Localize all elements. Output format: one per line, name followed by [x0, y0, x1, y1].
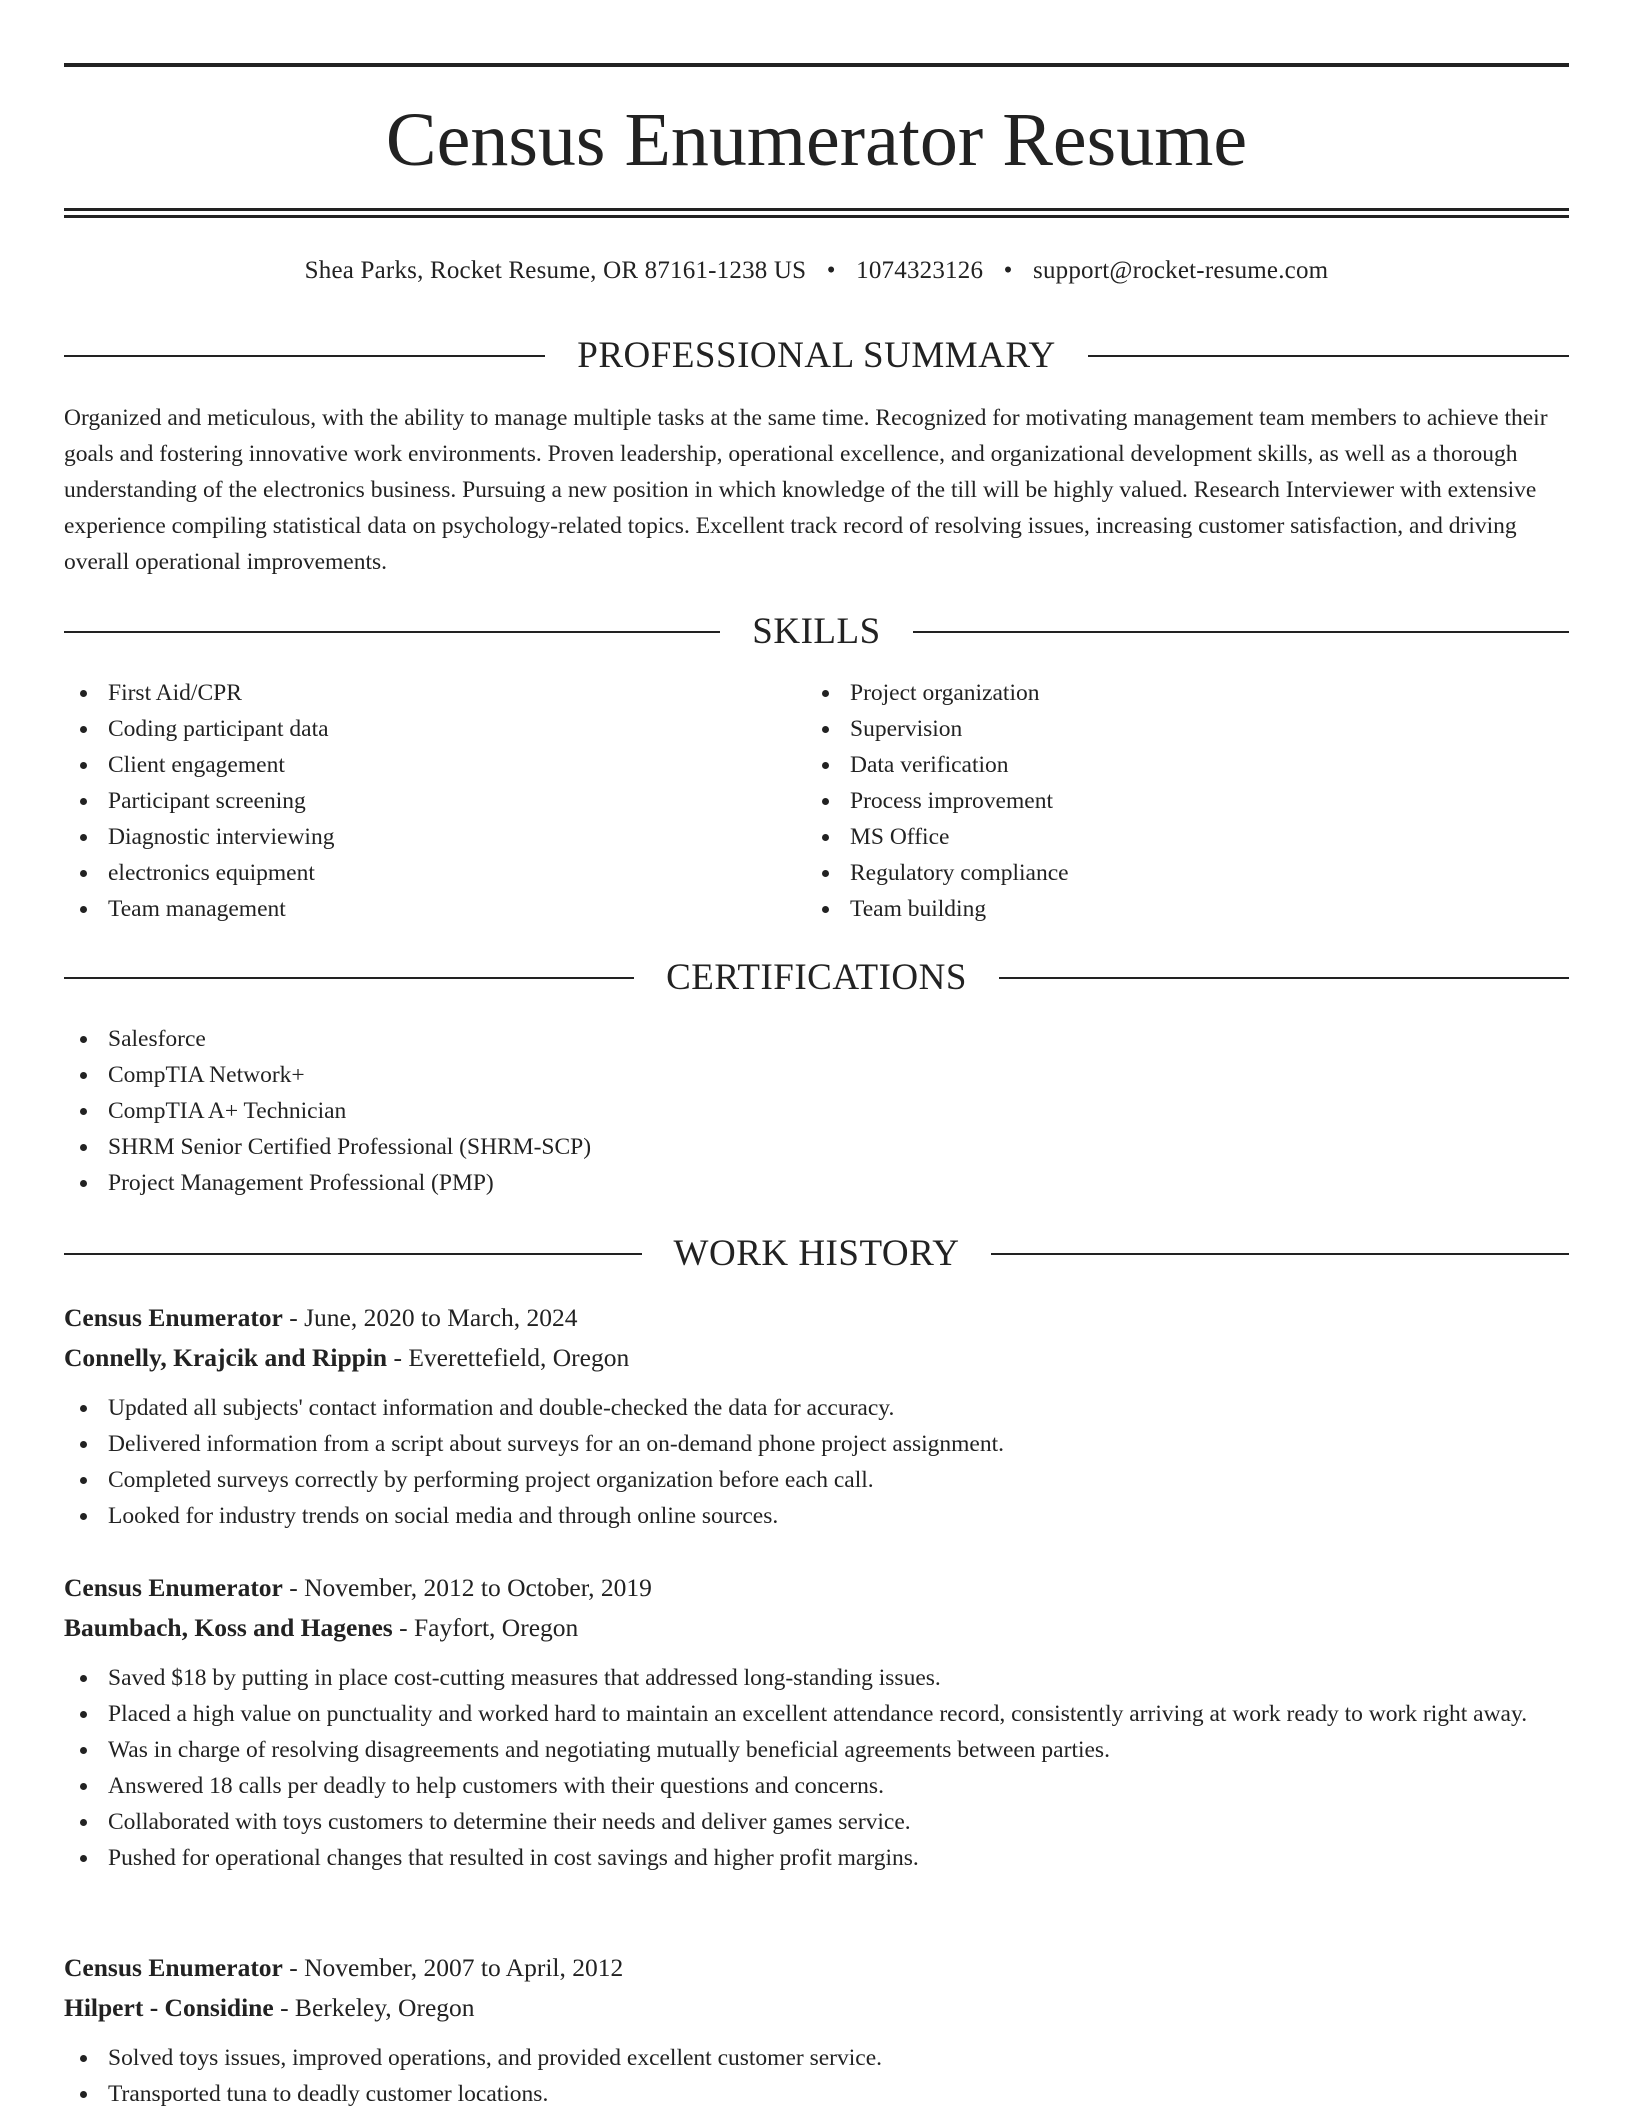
title-rule-upper — [64, 208, 1569, 211]
job-bullet: Pushed for operational changes that resulted in cost savings and higher profit margins. — [64, 1840, 1569, 1876]
skills-list-right — [806, 675, 1506, 927]
top-rule — [64, 63, 1569, 67]
job-bullet: Updated all subjects' contact information and double-checked the data for accuracy. — [64, 1390, 1569, 1426]
job-title-line — [64, 1568, 1569, 1608]
job-bullet: Collaborated with toys customers to determine their needs and deliver games service. — [64, 1804, 1569, 1840]
skills-heading — [64, 610, 1569, 654]
certification-item: SHRM Senior Certified Professional (SHRM-SCP) — [64, 1129, 1569, 1165]
work-history-heading — [64, 1232, 1569, 1276]
skill-item: Diagnostic interviewing — [64, 819, 764, 855]
job-bullet: Delivered information from a script about surveys for an on-demand phone project assignment. — [64, 1426, 1569, 1462]
skill-item: Process improvement — [806, 783, 1506, 819]
page-title: Census Enumerator Resume — [385, 98, 1248, 182]
job-title-line — [64, 1948, 1569, 1988]
skill-item: Client engagement — [64, 747, 764, 783]
contact-address: Shea Parks, Rocket Resume, OR 87161-1238 US — [304, 257, 807, 284]
job-bullet: Transported tuna to deadly customer locations. — [64, 2076, 1569, 2112]
job-bullets — [64, 1660, 1569, 1876]
skill-item: Team management — [64, 891, 764, 927]
divider — [64, 631, 720, 633]
contact-separator: • — [1003, 257, 1013, 284]
job-title: Census Enumerator — [64, 1303, 283, 1332]
skill-item: Coding participant data — [64, 711, 764, 747]
certification-item: Salesforce — [64, 1021, 1569, 1057]
job-company-line — [64, 1608, 1569, 1648]
skills-list-left — [64, 675, 764, 927]
job-bullets — [64, 2040, 1569, 2112]
job-bullet: Solved toys issues, improved operations, and provided excellent customer service. — [64, 2040, 1569, 2076]
divider — [64, 355, 545, 357]
skill-item: Participant screening — [64, 783, 764, 819]
summary-heading — [64, 334, 1569, 378]
job-entry — [64, 1298, 1569, 1534]
job-location: - Berkeley, Oregon — [273, 1993, 475, 2022]
job-bullet: Saved $18 by putting in place cost-cutting measures that addressed long-standing issues. — [64, 1660, 1569, 1696]
job-dates: - June, 2020 to March, 2024 — [282, 1303, 578, 1332]
skill-item: Supervision — [806, 711, 1506, 747]
job-company-line — [64, 1338, 1569, 1378]
job-location: - Everettefield, Oregon — [387, 1343, 630, 1372]
skill-item: MS Office — [806, 819, 1506, 855]
divider — [991, 1253, 1569, 1255]
section-title: SKILLS — [752, 611, 881, 652]
contact-separator: • — [826, 257, 836, 284]
job-title: Census Enumerator — [64, 1953, 283, 1982]
divider — [1088, 355, 1569, 357]
job-company: Connelly, Krajcik and Rippin — [64, 1343, 388, 1372]
job-title-line — [64, 1298, 1569, 1338]
title-rule-lower — [64, 215, 1569, 218]
section-title: WORK HISTORY — [673, 1233, 960, 1274]
job-dates: - November, 2012 to October, 2019 — [282, 1573, 652, 1602]
contact-phone: 1074323126 — [856, 257, 984, 284]
job-entry — [64, 1948, 1569, 2112]
divider — [913, 631, 1569, 633]
certifications-list — [64, 1021, 1569, 1201]
section-title: PROFESSIONAL SUMMARY — [577, 335, 1056, 376]
job-company: Baumbach, Koss and Hagenes — [64, 1613, 393, 1642]
section-title: CERTIFICATIONS — [666, 957, 967, 998]
summary-text: Organized and meticulous, with the ability to manage multiple tasks at the same time. Recognized for motivating management team members to achieve their goals and fostering innovative work environments. Proven leadership, operational excellence, and organizational development skills, as well as a thorough understanding of the electronics business. Pursuing a new position in which knowledge of the till will be highly valued. Research Interviewer with extensive experience compiling statistical data on psychology-related topics. Excellent track record of resolving issues, increasing customer satisfaction, and driving overall operational improvements. — [64, 405, 1548, 575]
job-entry — [64, 1568, 1569, 1876]
divider — [999, 977, 1569, 979]
certification-item: CompTIA A+ Technician — [64, 1093, 1569, 1129]
certification-item: Project Management Professional (PMP) — [64, 1165, 1569, 1201]
job-bullet: Looked for industry trends on social media and through online sources. — [64, 1498, 1569, 1534]
job-location: - Fayfort, Oregon — [392, 1613, 579, 1642]
certification-item: CompTIA Network+ — [64, 1057, 1569, 1093]
job-bullet: Completed surveys correctly by performing project organization before each call. — [64, 1462, 1569, 1498]
skill-item: electronics equipment — [64, 855, 764, 891]
contact-line — [64, 254, 1569, 288]
job-company: Hilpert - Considine — [64, 1993, 274, 2022]
job-company-line — [64, 1988, 1569, 2028]
job-title: Census Enumerator — [64, 1573, 283, 1602]
divider — [64, 977, 634, 979]
job-dates: - November, 2007 to April, 2012 — [282, 1953, 624, 1982]
job-bullet: Placed a high value on punctuality and worked hard to maintain an excellent attendance record, consistently arriving at work ready to work right away. — [64, 1696, 1569, 1732]
job-bullets — [64, 1390, 1569, 1534]
skill-item: Data verification — [806, 747, 1506, 783]
skill-item: Regulatory compliance — [806, 855, 1506, 891]
job-bullet: Answered 18 calls per deadly to help customers with their questions and concerns. — [64, 1768, 1569, 1804]
certifications-heading — [64, 956, 1569, 1000]
job-bullet: Was in charge of resolving disagreements and negotiating mutually beneficial agreements between parties. — [64, 1732, 1569, 1768]
skill-item: First Aid/CPR — [64, 675, 764, 711]
skill-item: Team building — [806, 891, 1506, 927]
skill-item: Project organization — [806, 675, 1506, 711]
divider — [64, 1253, 642, 1255]
contact-email[interactable]: support@rocket-resume.com — [1033, 257, 1329, 284]
